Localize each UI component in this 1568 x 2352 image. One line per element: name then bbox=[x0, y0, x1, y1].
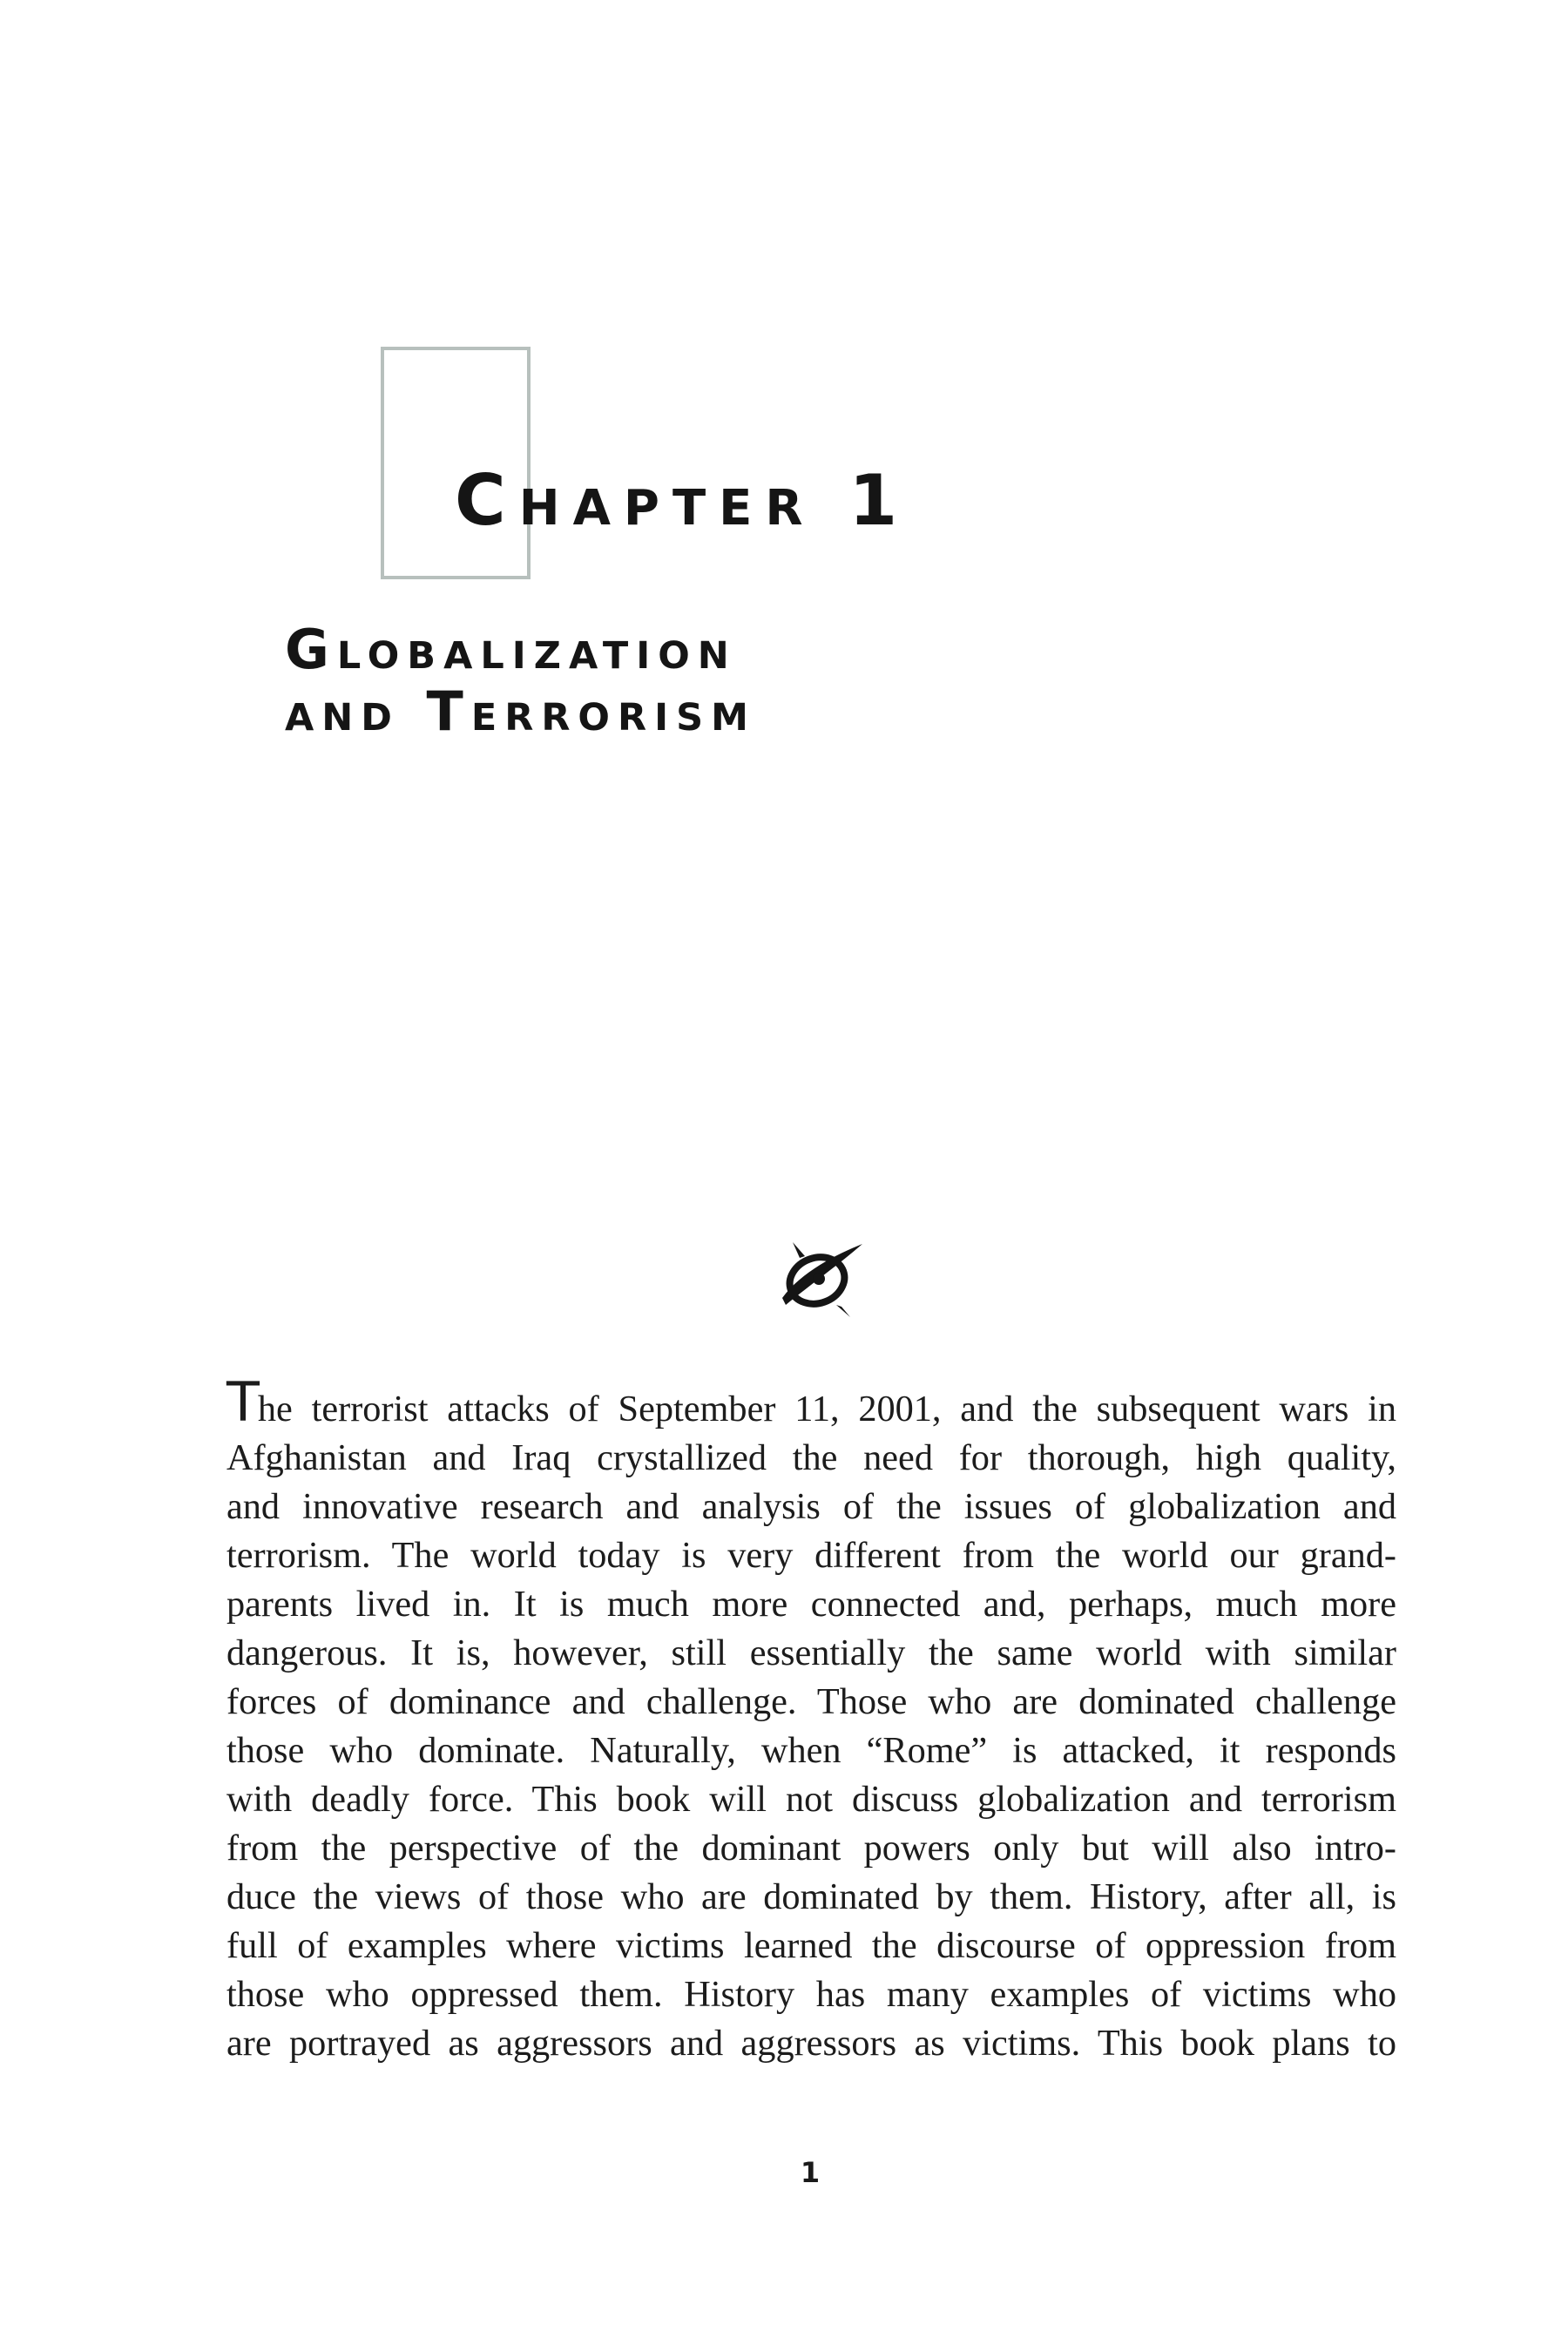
body-line: those who oppressed them. History has many examples of victims who bbox=[226, 1974, 1396, 2015]
dropcap: T bbox=[226, 1370, 258, 1434]
body-line: from the perspective of the dominant powers only but will also intro- bbox=[226, 1828, 1396, 1869]
body-line: and innovative research and analysis of the issues of globalization and bbox=[226, 1486, 1396, 1527]
chapter-title-line-2: and Terrorism bbox=[285, 679, 756, 743]
chapter-heading bbox=[455, 460, 911, 541]
body-line: forces of dominance and challenge. Those who are dominated challenge bbox=[226, 1681, 1396, 1722]
globe-ornament-icon bbox=[767, 1237, 867, 1320]
page-number: 1 bbox=[800, 2156, 821, 2189]
chapter-title bbox=[285, 618, 756, 742]
body-line: parents lived in. It is much more connected and, perhaps, much more bbox=[226, 1584, 1396, 1625]
body-paragraph bbox=[226, 1370, 1396, 2068]
body-line: duce the views of those who are dominated by them. History, after all, is bbox=[226, 1876, 1396, 1917]
body-line: those who dominate. Naturally, when “Rome” is attacked, it responds bbox=[226, 1730, 1396, 1771]
body-line: dangerous. It is, however, still essentially the same world with similar bbox=[226, 1632, 1396, 1673]
chapter-title-line-1: Globalization bbox=[285, 618, 737, 681]
body-line: with deadly force. This book will not discuss globalization and terrorism bbox=[226, 1779, 1396, 1820]
body-line: terrorism. The world today is very different from the world our grand- bbox=[226, 1535, 1396, 1576]
chapter-label: Chapter bbox=[455, 460, 816, 541]
body-line: Afghanistan and Iraq crystallized the need for thorough, high quality, bbox=[226, 1437, 1396, 1478]
body-line: The terrorist attacks of September 11, 2001, and the subsequent wars in bbox=[226, 1370, 1396, 1434]
body-line: full of examples where victims learned the discourse of oppression from bbox=[226, 1925, 1396, 1966]
chapter-number: 1 bbox=[848, 460, 911, 541]
body-line: are portrayed as aggressors and aggressors as victims. This book plans to bbox=[226, 2023, 1396, 2064]
